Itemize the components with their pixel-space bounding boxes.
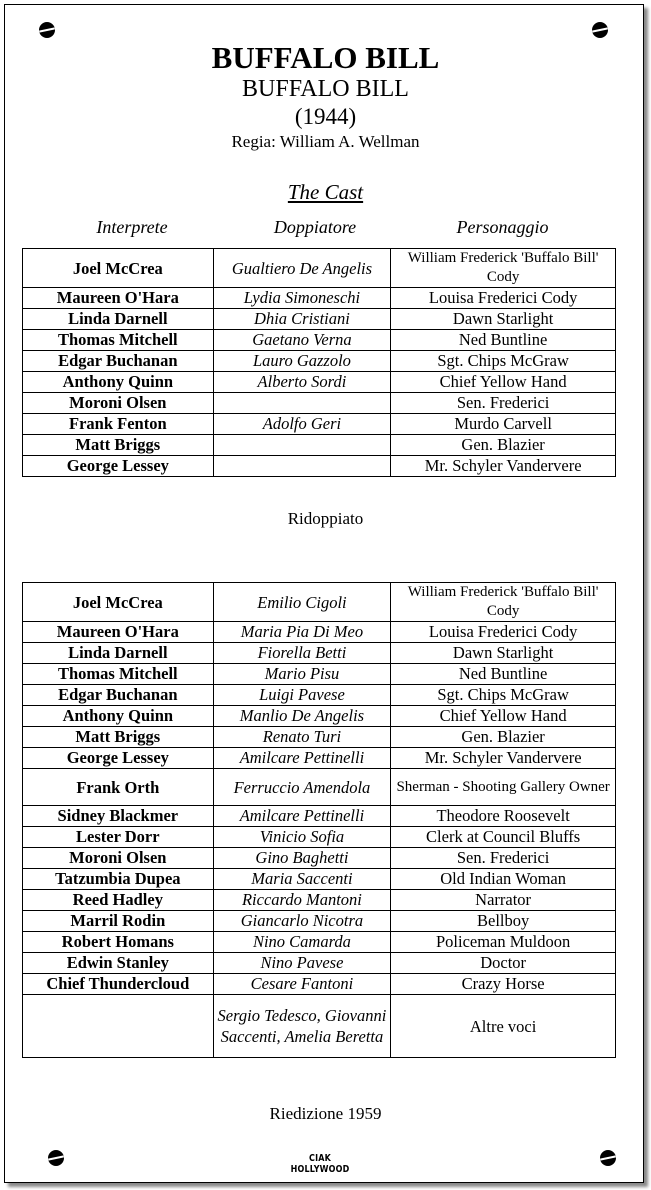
dubber-cell: Lydia Simoneschi xyxy=(213,288,391,309)
role-cell: Gen. Blazier xyxy=(391,727,616,748)
actor-cell: Marril Rodin xyxy=(23,911,214,932)
table-row xyxy=(23,748,616,769)
table-row xyxy=(23,351,616,372)
pin-hole-icon xyxy=(48,1150,64,1166)
role-cell: Louisa Frederici Cody xyxy=(391,288,616,309)
actor-cell: Matt Briggs xyxy=(23,727,214,748)
actor-cell: Edgar Buchanan xyxy=(23,685,214,706)
dubber-cell: Lauro Gazzolo xyxy=(213,351,391,372)
actor-cell: Anthony Quinn xyxy=(23,372,214,393)
table-row xyxy=(23,372,616,393)
table-row xyxy=(23,932,616,953)
dubber-cell: Maria Pia Di Meo xyxy=(213,622,391,643)
table-row xyxy=(23,643,616,664)
table-row xyxy=(23,953,616,974)
dubber-cell: Adolfo Geri xyxy=(213,414,391,435)
column-header-actor: Interprete xyxy=(96,217,168,237)
table-row xyxy=(23,664,616,685)
role-cell: Altre voci xyxy=(391,995,616,1058)
role-cell: Chief Yellow Hand xyxy=(391,372,616,393)
role-cell: Sherman - Shooting Gallery Owner xyxy=(391,769,616,806)
table-row xyxy=(23,685,616,706)
actor-cell: Frank Fenton xyxy=(23,414,214,435)
table-row xyxy=(23,330,616,351)
table-row xyxy=(23,911,616,932)
table-row xyxy=(23,769,616,806)
table-row xyxy=(23,249,616,288)
table-row xyxy=(23,435,616,456)
actor-cell: Thomas Mitchell xyxy=(23,330,214,351)
role-cell: Crazy Horse xyxy=(391,974,616,995)
actor-cell: Linda Darnell xyxy=(23,643,214,664)
ciak-hollywood-logo: CIAK HOLLYWOOD xyxy=(290,1153,350,1175)
role-cell: Gen. Blazier xyxy=(391,435,616,456)
table-row xyxy=(23,309,616,330)
actor-cell: Linda Darnell xyxy=(23,309,214,330)
role-cell: Dawn Starlight xyxy=(391,643,616,664)
actor-cell: Reed Hadley xyxy=(23,890,214,911)
table-row xyxy=(23,456,616,477)
role-cell: Louisa Frederici Cody xyxy=(391,622,616,643)
actor-cell: Robert Homans xyxy=(23,932,214,953)
dubber-cell: Luigi Pavese xyxy=(213,685,391,706)
dubber-cell: Amilcare Pettinelli xyxy=(213,748,391,769)
table-row xyxy=(23,288,616,309)
role-cell: Mr. Schyler Vandervere xyxy=(391,456,616,477)
role-cell: William Frederick 'Buffalo Bill' Cody xyxy=(391,583,616,622)
role-cell: Old Indian Woman xyxy=(391,869,616,890)
table-row xyxy=(23,806,616,827)
dubber-cell: Fiorella Betti xyxy=(213,643,391,664)
redub-label: Ridoppiato xyxy=(287,509,364,528)
role-cell: Policeman Muldoon xyxy=(391,932,616,953)
dubber-cell: Nino Pavese xyxy=(213,953,391,974)
actor-cell: Moroni Olsen xyxy=(23,848,214,869)
pin-hole-icon xyxy=(600,1150,616,1166)
actor-cell: Tatzumbia Dupea xyxy=(23,869,214,890)
table-row xyxy=(23,583,616,622)
actor-cell: Joel McCrea xyxy=(23,583,214,622)
role-cell: Sgt. Chips McGraw xyxy=(391,685,616,706)
role-cell: Theodore Roosevelt xyxy=(391,806,616,827)
actor-cell: Frank Orth xyxy=(23,769,214,806)
dubber-cell: Alberto Sordi xyxy=(213,372,391,393)
dubber-cell xyxy=(213,456,391,477)
director: Regia: William A. Wellman xyxy=(231,132,420,151)
actor-cell: George Lessey xyxy=(23,748,214,769)
role-cell: Dawn Starlight xyxy=(391,309,616,330)
first-dub-table xyxy=(22,248,616,477)
cast-heading: The Cast xyxy=(287,180,364,204)
movie-title: BUFFALO BILL xyxy=(211,40,440,75)
actor-cell: Edwin Stanley xyxy=(23,953,214,974)
dubber-cell: Mario Pisu xyxy=(213,664,391,685)
dubber-cell: Maria Saccenti xyxy=(213,869,391,890)
second-dub-table xyxy=(22,582,616,1058)
actor-cell: Anthony Quinn xyxy=(23,706,214,727)
role-cell: Sen. Frederici xyxy=(391,393,616,414)
dubber-cell: Dhia Cristiani xyxy=(213,309,391,330)
role-cell: Mr. Schyler Vandervere xyxy=(391,748,616,769)
table-row xyxy=(23,414,616,435)
dubber-cell: Gaetano Verna xyxy=(213,330,391,351)
table-row xyxy=(23,995,616,1058)
role-cell: Chief Yellow Hand xyxy=(391,706,616,727)
dubber-cell xyxy=(213,435,391,456)
table-row xyxy=(23,622,616,643)
role-cell: Doctor xyxy=(391,953,616,974)
actor-cell: Lester Dorr xyxy=(23,827,214,848)
column-header-role: Personaggio xyxy=(456,217,549,237)
reissue-note: Riedizione 1959 xyxy=(269,1104,382,1123)
dubber-cell: Amilcare Pettinelli xyxy=(213,806,391,827)
dubber-cell: Gualtiero De Angelis xyxy=(213,249,391,288)
role-cell: Sgt. Chips McGraw xyxy=(391,351,616,372)
table-row xyxy=(23,890,616,911)
dubber-cell: Gino Baghetti xyxy=(213,848,391,869)
table-row xyxy=(23,974,616,995)
actor-cell: Edgar Buchanan xyxy=(23,351,214,372)
actor-cell: George Lessey xyxy=(23,456,214,477)
dubber-cell: Nino Camarda xyxy=(213,932,391,953)
role-cell: Sen. Frederici xyxy=(391,848,616,869)
dubber-cell xyxy=(213,393,391,414)
table-row xyxy=(23,869,616,890)
table-row xyxy=(23,827,616,848)
role-cell: Bellboy xyxy=(391,911,616,932)
dubber-cell: Cesare Fantoni xyxy=(213,974,391,995)
column-header-dubber: Doppiatore xyxy=(273,217,357,237)
pin-hole-icon xyxy=(39,22,55,38)
dubber-cell: Giancarlo Nicotra xyxy=(213,911,391,932)
table-row xyxy=(23,848,616,869)
role-cell: William Frederick 'Buffalo Bill' Cody xyxy=(391,249,616,288)
role-cell: Ned Buntline xyxy=(391,330,616,351)
italian-title: BUFFALO BILL xyxy=(242,76,409,102)
role-cell: Narrator xyxy=(391,890,616,911)
role-cell: Ned Buntline xyxy=(391,664,616,685)
actor-cell: Sidney Blackmer xyxy=(23,806,214,827)
role-cell: Clerk at Council Bluffs xyxy=(391,827,616,848)
dubber-cell: Sergio Tedesco, Giovanni Saccenti, Amelia Beretta xyxy=(213,995,391,1058)
dubber-cell: Ferruccio Amendola xyxy=(213,769,391,806)
dubber-cell: Riccardo Mantoni xyxy=(213,890,391,911)
actor-cell: Maureen O'Hara xyxy=(23,622,214,643)
dubber-cell: Renato Turi xyxy=(213,727,391,748)
table-row xyxy=(23,706,616,727)
dubber-cell: Vinicio Sofia xyxy=(213,827,391,848)
actor-cell: Maureen O'Hara xyxy=(23,288,214,309)
pin-hole-icon xyxy=(592,22,608,38)
actor-cell: Thomas Mitchell xyxy=(23,664,214,685)
actor-cell: Chief Thundercloud xyxy=(23,974,214,995)
table-row xyxy=(23,393,616,414)
dubber-cell: Manlio De Angelis xyxy=(213,706,391,727)
actor-cell xyxy=(23,995,214,1058)
actor-cell: Matt Briggs xyxy=(23,435,214,456)
actor-cell: Moroni Olsen xyxy=(23,393,214,414)
release-year: (1944) xyxy=(294,104,357,129)
dubber-cell: Emilio Cigoli xyxy=(213,583,391,622)
role-cell: Murdo Carvell xyxy=(391,414,616,435)
table-row xyxy=(23,727,616,748)
actor-cell: Joel McCrea xyxy=(23,249,214,288)
